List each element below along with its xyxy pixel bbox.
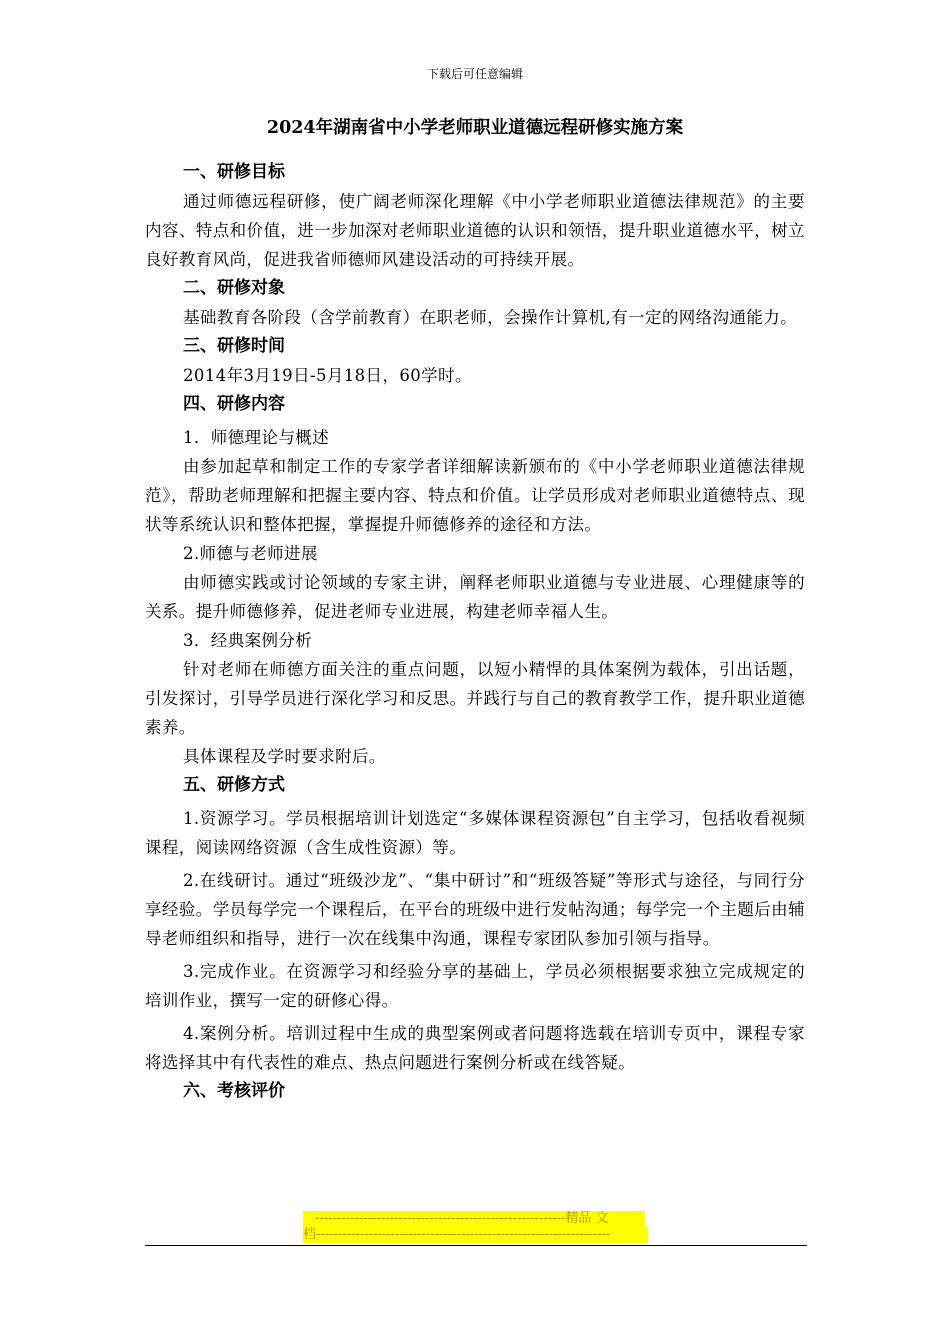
paragraph-time: 2014年3月19日-5月18日，60学时。 bbox=[183, 366, 472, 385]
paragraph-method-case-analysis: 4.案例分析。培训过程中生成的典型案例或者问题将选载在培训专页中，课程专家将选择其中有代表性的难点、热点问题进行案例分析或在线答疑。 bbox=[145, 1024, 805, 1072]
paragraph-method-homework: 3.完成作业。在资源学习和经验分享的基础上，学员必须根据要求独立完成规定的培训作业，撰写一定的研修心得。 bbox=[145, 962, 805, 1010]
footer-line-1: ---------------------------------------------------------精品 文 bbox=[303, 1211, 645, 1227]
section-heading-audience: 二、研修对象 bbox=[183, 278, 285, 298]
paragraph-development: 由师德实践或讨论领域的专家主讲，阐释老师职业道德与专业进展、心理健康等的关系。提升师德修养，促进老师专业进展，构建老师幸福人生。 bbox=[145, 573, 805, 621]
paragraph-theory: 由参加起草和制定工作的专家学者详细解读新颁布的《中小学老师职业道德法律规范》，帮助老师理解和把握主要内容、特点和价值。让学员形成对老师职业道德特点、现状等系统认识和整体把握，掌握提升师德修养的途径和方法。 bbox=[145, 457, 805, 534]
header-note: 下载后可任意编辑 bbox=[426, 67, 523, 81]
section-heading-methods: 五、研修方式 bbox=[183, 775, 285, 795]
footer-line-2: 档------------------------------------------------------------------- bbox=[303, 1227, 648, 1243]
footer-watermark bbox=[303, 1211, 648, 1243]
subheading-development: 2.师德与老师进展 bbox=[183, 544, 318, 563]
section-heading-time: 三、研修时间 bbox=[183, 336, 285, 356]
section-heading-content: 四、研修内容 bbox=[183, 394, 285, 414]
paragraph-audience: 基础教育各阶段（含学前教育）在职老师，会操作计算机,有一定的网络沟通能力。 bbox=[183, 308, 798, 327]
section-heading-goals: 一、研修目标 bbox=[183, 162, 285, 182]
document-body bbox=[145, 158, 805, 1106]
section-heading-assessment: 六、考核评价 bbox=[183, 1081, 285, 1101]
paragraph-course-note: 具体课程及学时要求附后。 bbox=[183, 747, 386, 766]
paragraph-goals: 通过师德远程研修，使广阔老师深化理解《中小学老师职业道德法律规范》的主要内容、特点和价值，进一步加深对老师职业道德的认识和领悟，提升职业道德水平，树立良好教育风尚，促进我省师德师风建设活动的可持续开展。 bbox=[145, 192, 805, 269]
paragraph-method-online: 2.在线研讨。通过“班级沙龙”、“集中研讨”和“班级答疑”等形式与途径，与同行分享经验。学员每学完一个课程后，在平台的班级中进行发帖沟通；每学完一个主题后由辅导老师组织和指导，进行一次在线集中沟通，课程专家团队参加引领与指导。 bbox=[145, 871, 805, 948]
document-title: 2024年湖南省中小学老师职业道德远程研修实施方案 bbox=[266, 118, 684, 138]
footer-divider bbox=[145, 1245, 807, 1246]
paragraph-method-resources: 1.资源学习。学员根据培训计划选定“多媒体课程资源包”自主学习，包括收看视频课程，阅读网络资源（含生成性资源）等。 bbox=[145, 809, 805, 857]
subheading-theory: 1．师德理论与概述 bbox=[183, 428, 330, 447]
subheading-cases: 3．经典案例分析 bbox=[183, 631, 313, 650]
paragraph-cases: 针对老师在师德方面关注的重点问题，以短小精悍的具体案例为载体，引出话题，引发探讨，引导学员进行深化学习和反思。并践行与自己的教育教学工作，提升职业道德素养。 bbox=[145, 660, 805, 737]
